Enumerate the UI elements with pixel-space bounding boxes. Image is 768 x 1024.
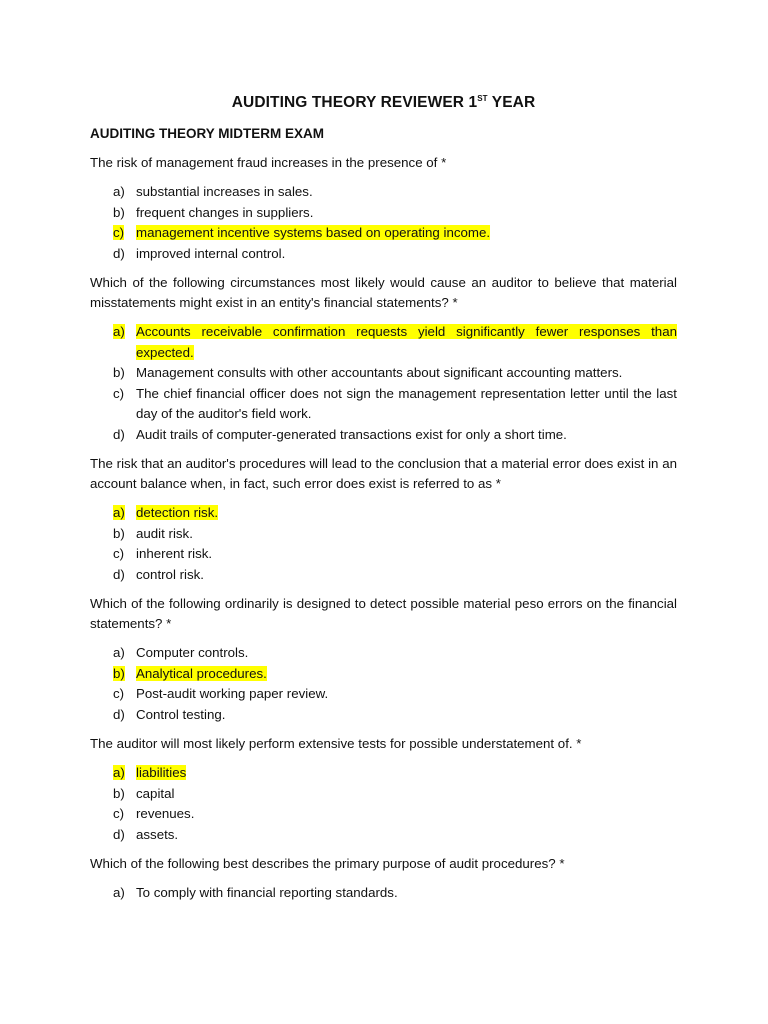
answer-option-highlighted <box>113 223 677 244</box>
answer-option <box>113 384 677 425</box>
option-text: Accounts receivable confirmation requests yield significantly fewer responses than expected. <box>136 324 677 360</box>
answer-option-highlighted <box>113 664 677 685</box>
option-text: Control testing. <box>136 706 226 722</box>
option-text: frequent changes in suppliers. <box>136 204 314 220</box>
question-text: Which of the following best describes the primary purpose of audit procedures? * <box>90 856 565 872</box>
question-block <box>90 454 677 585</box>
question-text: The risk that an auditor's procedures will lead to the conclusion that a material error does exist in an account balance when, in fact, such error does exist is referred to as * <box>90 456 677 492</box>
question-block <box>90 594 677 725</box>
option-text: management incentive systems based on operating income. <box>136 225 491 241</box>
option-letter: c) <box>113 806 125 822</box>
answer-option <box>113 883 677 904</box>
section-title: AUDITING THEORY MIDTERM EXAM <box>90 126 325 142</box>
option-list <box>90 322 677 445</box>
option-text: Management consults with other accountants about significant accounting matters. <box>136 365 623 381</box>
question-block <box>90 734 677 845</box>
answer-option <box>113 363 677 384</box>
answer-option <box>113 425 677 446</box>
question-text: Which of the following ordinarily is designed to detect possible material peso errors on the financial statements? * <box>90 596 677 632</box>
option-letter: d) <box>113 566 125 582</box>
option-letter: a) <box>113 505 125 521</box>
option-list <box>90 643 677 725</box>
option-text: inherent risk. <box>136 546 213 562</box>
option-text: To comply with financial reporting standards. <box>136 885 398 901</box>
option-letter: c) <box>113 385 125 401</box>
question-text: Which of the following circumstances most likely would cause an auditor to believe that material misstatements might exist in an entity's financial statements? * <box>90 275 677 311</box>
answer-option <box>113 544 677 565</box>
option-letter: a) <box>113 324 125 340</box>
option-letter: d) <box>113 426 125 442</box>
option-letter: c) <box>113 686 125 702</box>
option-letter: d) <box>113 826 125 842</box>
option-letter: a) <box>113 645 125 661</box>
option-list <box>90 503 677 585</box>
question-block <box>90 854 677 904</box>
answer-option <box>113 203 677 224</box>
option-text: Analytical procedures. <box>136 665 267 681</box>
answer-option <box>113 182 677 203</box>
option-text: Post-audit working paper review. <box>136 686 329 702</box>
answer-option <box>113 784 677 805</box>
answer-option-highlighted <box>113 503 677 524</box>
title-superscript: ST <box>477 94 488 103</box>
question-text: The auditor will most likely perform extensive tests for possible understatement of. * <box>90 736 582 752</box>
question-block <box>90 273 677 445</box>
document-title <box>90 94 677 112</box>
option-letter: a) <box>113 184 125 200</box>
option-text: improved internal control. <box>136 245 286 261</box>
question-block <box>90 153 677 264</box>
answer-option-highlighted <box>113 322 677 363</box>
answer-option <box>113 643 677 664</box>
option-letter: c) <box>113 546 125 562</box>
option-list <box>90 883 677 904</box>
option-letter: d) <box>113 245 125 261</box>
option-text: capital <box>136 785 175 801</box>
option-text: detection risk. <box>136 505 219 521</box>
question-text: The risk of management fraud increases in the presence of * <box>90 155 447 171</box>
answer-option <box>113 825 677 846</box>
option-text: The chief financial officer does not sign the management representation letter until the last day of the auditor's field work. <box>136 385 677 422</box>
option-text: control risk. <box>136 566 204 582</box>
option-letter: c) <box>113 225 125 241</box>
option-letter: b) <box>113 785 125 801</box>
option-text: Audit trails of computer-generated transactions exist for only a short time. <box>136 426 567 442</box>
option-text: substantial increases in sales. <box>136 184 313 200</box>
answer-option <box>113 565 677 586</box>
option-text: revenues. <box>136 806 195 822</box>
title-text: AUDITING THEORY REVIEWER 1 <box>231 94 478 112</box>
option-letter: d) <box>113 706 125 722</box>
option-list <box>90 763 677 845</box>
option-letter: b) <box>113 665 125 681</box>
option-letter: b) <box>113 204 125 220</box>
option-letter: b) <box>113 365 125 381</box>
option-text: audit risk. <box>136 525 193 541</box>
option-text: assets. <box>136 826 179 842</box>
answer-option <box>113 524 677 545</box>
answer-option <box>113 804 677 825</box>
option-letter: a) <box>113 765 125 781</box>
answer-option <box>113 684 677 705</box>
option-text: Computer controls. <box>136 645 249 661</box>
question-list <box>90 153 677 904</box>
answer-option <box>113 244 677 265</box>
option-list <box>90 182 677 264</box>
option-text: liabilities <box>136 765 187 781</box>
option-letter: a) <box>113 885 125 901</box>
title-end: YEAR <box>487 94 536 112</box>
document-page <box>90 94 677 913</box>
option-letter: b) <box>113 525 125 541</box>
answer-option-highlighted <box>113 763 677 784</box>
answer-option <box>113 705 677 726</box>
